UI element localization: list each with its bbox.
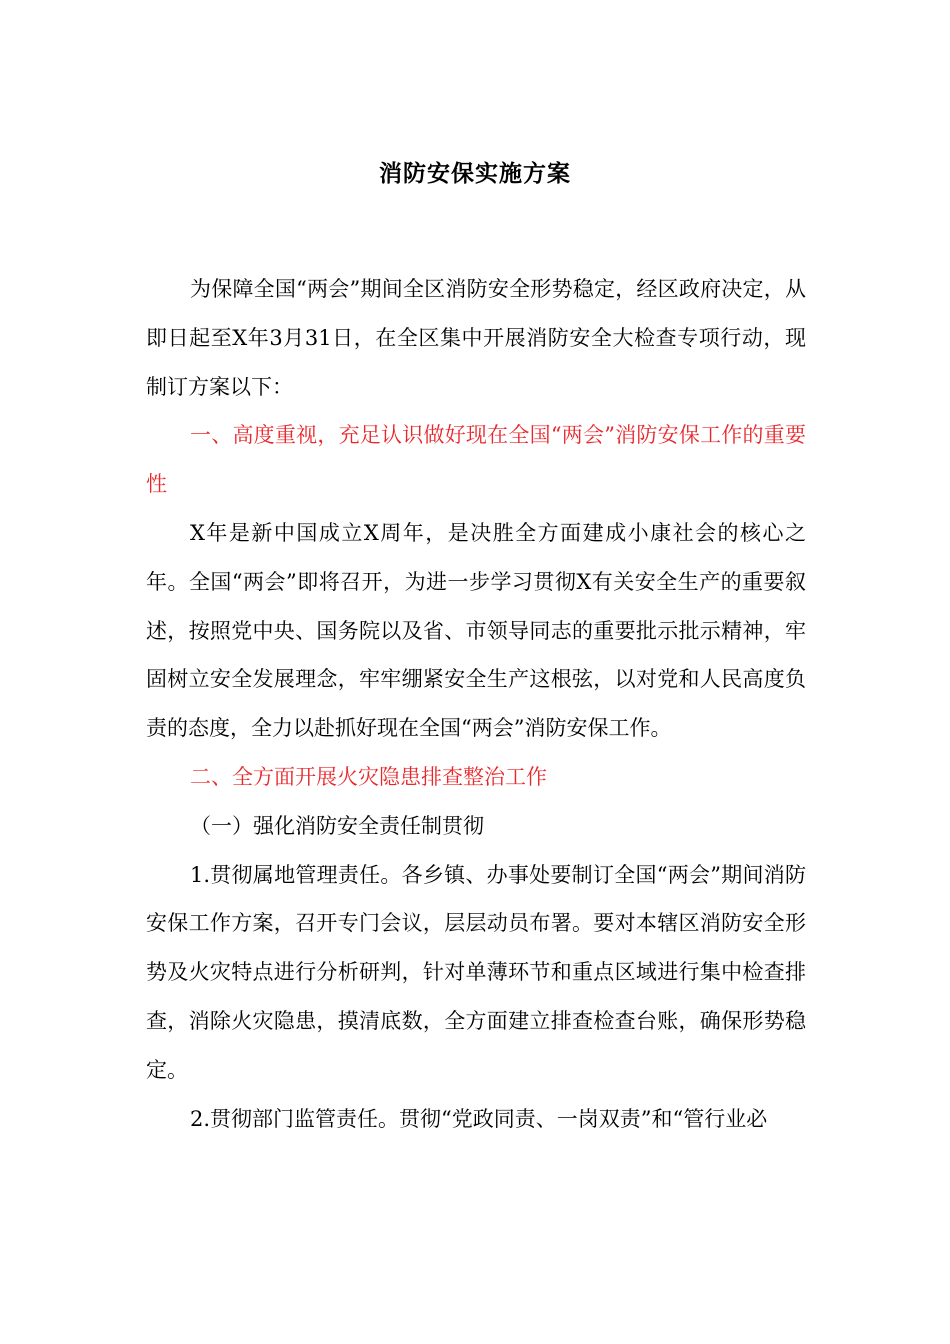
item-paragraph-2: 2.贯彻部门监管责任。贯彻“党政同责、一岗双责”和“管行业必 [190, 1106, 768, 1131]
document-title: 消防安保实施方案 [379, 160, 571, 187]
subsection-heading-1: （一）强化消防安全责任制贯彻 [190, 813, 484, 838]
section-heading-2: 二、全方面开展火灾隐患排查整治工作 [190, 764, 547, 789]
intro-paragraph: 为保障全国“两会”期间全区消防安全形势稳定，经区政府决定，从即日起至X年3月31日，在全区集中开展消防安全大检查专项行动，现制订方案以下： [146, 277, 806, 399]
section-1-paragraph: X年是新中国成立X周年，是决胜全方面建成小康社会的核心之年。全国“两会”即将召开，为进一步学习贯彻X有关安全生产的重要叙述，按照党中央、国务院以及省、市领导同志的重要批示批示精神，牢固树立安全发展理念，牢牢绷紧安全生产这根弦，以对党和人民高度负责的态度，全力以赴抓好现在全国“两会”消防安保工作。 [146, 520, 806, 741]
document-body [146, 265, 806, 1143]
section-heading-1: 一、高度重视，充足认识做好现在全国“两会”消防安保工作的重要性 [146, 423, 806, 497]
item-paragraph-1: 1.贯彻属地管理责任。各乡镇、办事处要制订全国“两会”期间消防安保工作方案，召开专门会议，层层动员布署。要对本辖区消防安全形势及火灾特点进行分析研判，针对单薄环节和重点区域进行集中检查排查，消除火灾隐患，摸清底数，全方面建立排查检查台账，确保形势稳定。 [146, 862, 806, 1082]
